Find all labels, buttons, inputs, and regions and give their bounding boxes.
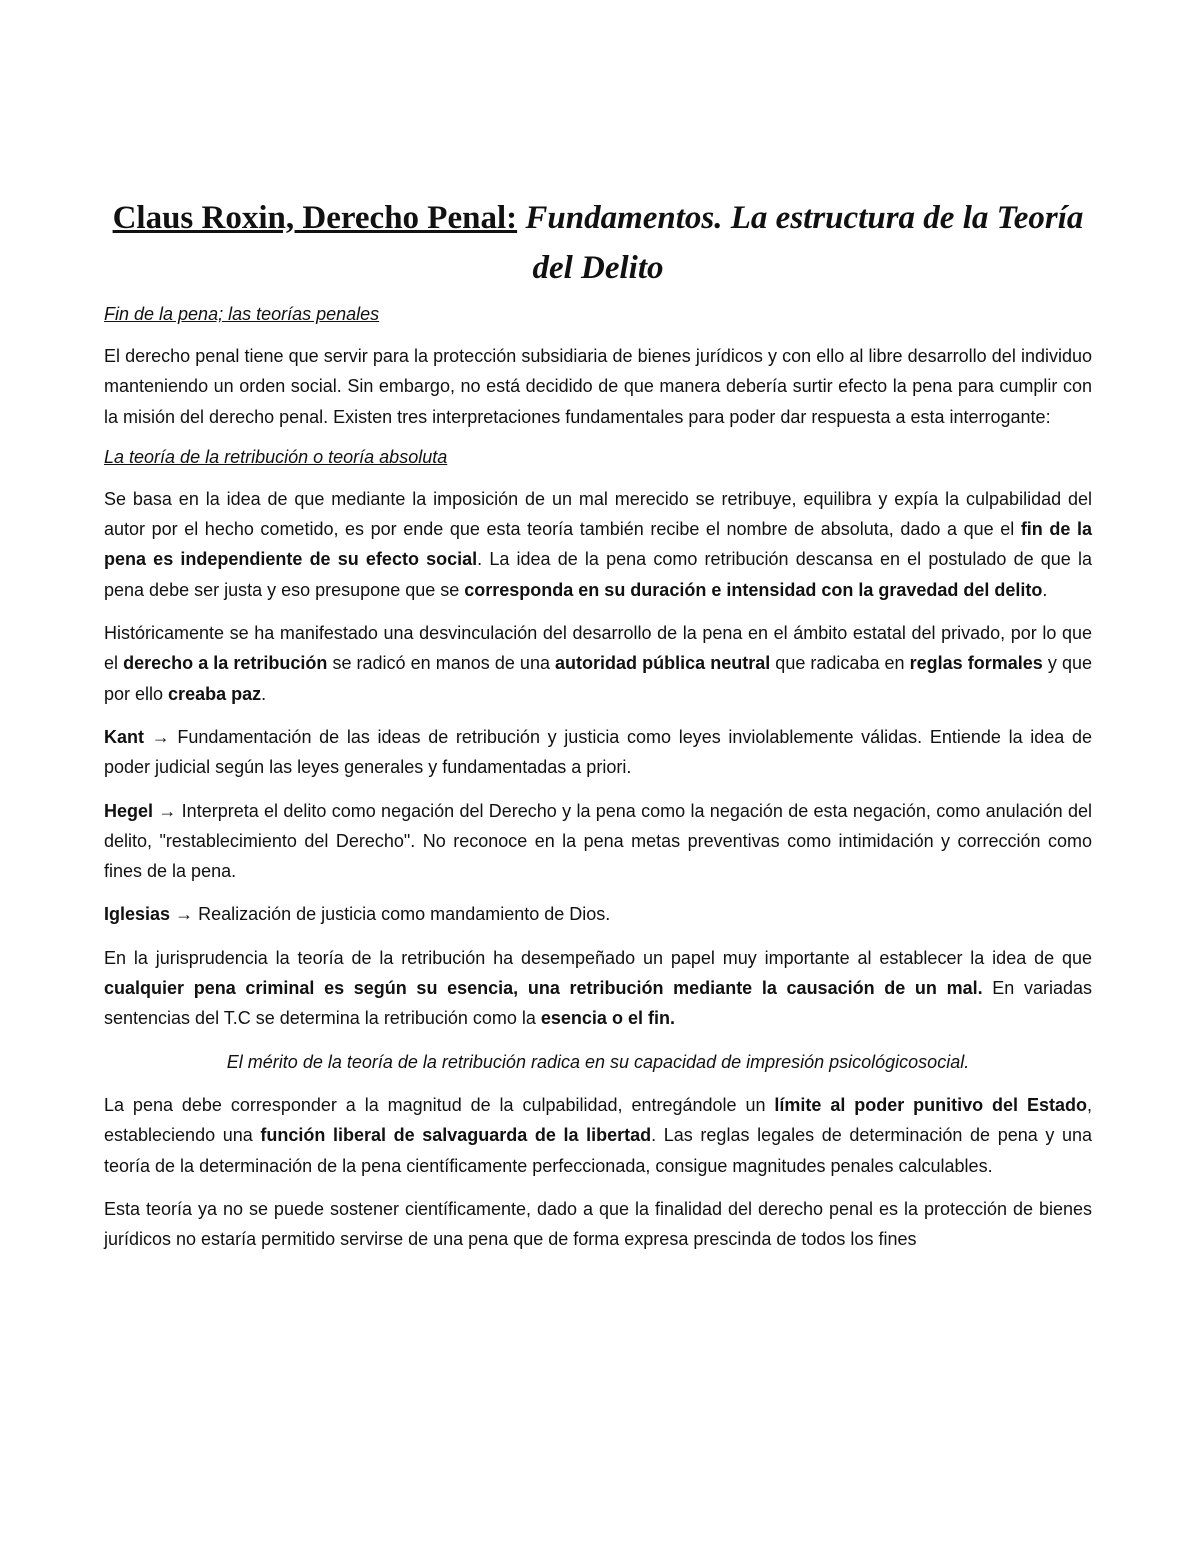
hegel-label: Hegel	[104, 800, 154, 821]
paragraph-kant: Kant → Fundamentación de las ideas de retribución y justicia como leyes inviolablemente válidas. Entiende la idea de poder judicial según las leyes generales y fundamentadas a priori.	[104, 726, 1092, 778]
arrow-right-icon: →	[175, 904, 194, 925]
merit-quote: El mérito de la teoría de la retribución radica en su capacidad de impresión psicológicosocial.	[226, 1051, 970, 1072]
section-heading-teoria-retribucion: La teoría de la retribución o teoría absoluta	[104, 446, 448, 467]
title-author-part: Claus Roxin, Derecho Penal:	[112, 200, 518, 236]
section-heading-fin-de-la-pena: Fin de la pena; las teorías penales	[104, 304, 380, 324]
iglesias-label: Iglesias	[104, 904, 171, 925]
arrow-right-icon: →	[158, 800, 177, 821]
kant-label: Kant	[104, 726, 144, 747]
document-body	[104, 193, 1092, 1254]
arrow-right-icon: →	[151, 726, 170, 747]
intro-paragraph: El derecho penal tiene que servir para la protección subsidiaria de bienes jurídicos y con ello al libre desarrollo del individuo manteniendo un orden social. Sin embargo, no está decidido de que manera debería surtir efecto la pena para cumplir con la misión del derecho penal. Existen tres interpretaciones fundamentales para poder dar respuesta a esta interrogante:	[104, 346, 1092, 427]
paragraph-hegel: Hegel → Interpreta el delito como negación del Derecho y la pena como la negación de esta negación, como anulación del delito, "restablecimiento del Derecho". No reconoce en la pena metas preventivas como intimidación y corrección como fines de la pena.	[104, 800, 1092, 882]
paragraph-critica: Esta teoría ya no se puede sostener científicamente, dado a que la finalidad del derecho penal es la protección de bienes jurídicos no estaría permitido servirse de una pena que de forma expresa prescinda de todos los fines	[104, 1198, 1092, 1250]
document-title	[104, 193, 1092, 293]
paragraph-culpabilidad: La pena debe corresponder a la magnitud de la culpabilidad, entregándole un límite al poder punitivo del Estado, estableciendo una función liberal de salvaguarda de la libertad. Las reglas legales de determinación de pena y una teoría de la determinación de la pena científicamente perfeccionada, consigue magnitudes penales calculables.	[104, 1094, 1093, 1176]
paragraph-jurisprudencia: En la jurisprudencia la teoría de la retribución ha desempeñado un papel muy importante al establecer la idea de que cualquier pena criminal es según su esencia, una retribución mediante la causación de un mal. En variadas sentencias del T.C se determina la retribución como la esencia o el fin.	[104, 947, 1092, 1029]
paragraph-iglesias: Iglesias → Realización de justicia como mandamiento de Dios.	[104, 904, 611, 925]
paragraph-retribucion-basis: Se basa en la idea de que mediante la imposición de un mal merecido se retribuye, equilibra y expía la culpabilidad del autor por el hecho cometido, es por ende que esta teoría también recibe el nombre de absoluta, dado a que el fin de la pena es independiente de su efecto social. La idea de la pena como retribución descansa en el postulado de que la pena debe ser justa y eso presupone que se corresponda en su duración e intensidad con la gravedad del delito.	[104, 488, 1092, 600]
paragraph-historico: Históricamente se ha manifestado una desvinculación del desarrollo de la pena en el ámbito estatal del privado, por lo que el derecho a la retribución se radicó en manos de una autoridad pública neutral que radicaba en reglas formales y que por ello creaba paz.	[104, 623, 1092, 704]
title-italic-part: Fundamentos. La estructura de la Teoría del Delito	[525, 200, 1084, 286]
